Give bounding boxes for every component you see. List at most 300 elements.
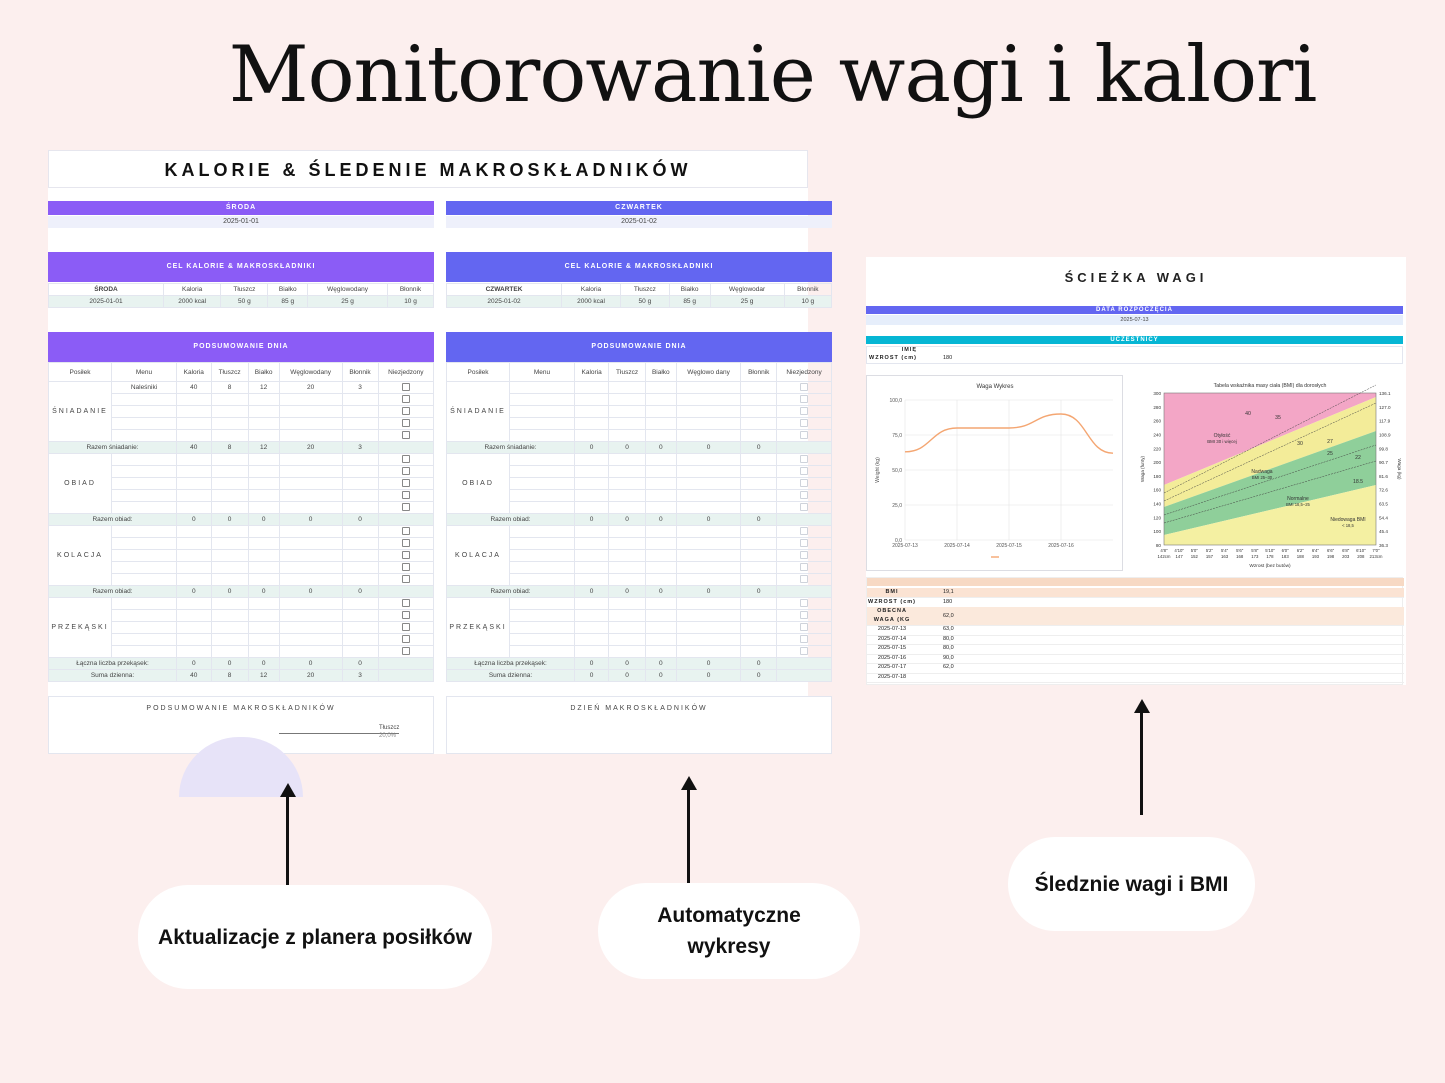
meal-menu[interactable] (510, 526, 575, 538)
meal-value-empty[interactable] (248, 550, 279, 562)
uneaten-checkbox[interactable] (800, 623, 808, 631)
meal-value[interactable] (741, 454, 777, 466)
meal-value-empty[interactable] (645, 574, 676, 586)
goal-value[interactable]: 2025-01-02 (447, 296, 562, 308)
meal-menu-empty[interactable] (112, 622, 177, 634)
uneaten-checkbox[interactable] (402, 575, 410, 583)
meal-value-empty[interactable] (211, 394, 248, 406)
goal-value[interactable]: 85 g (268, 296, 308, 308)
meal-value-empty[interactable] (609, 610, 646, 622)
meal-value-empty[interactable] (741, 490, 777, 502)
meal-value-empty[interactable] (645, 646, 676, 658)
meal-menu-empty[interactable] (112, 394, 177, 406)
meal-value[interactable] (676, 598, 741, 610)
meal-value-empty[interactable] (211, 538, 248, 550)
meal-value[interactable] (279, 598, 342, 610)
weight-value[interactable]: 90,0 (943, 654, 954, 661)
meal-value-empty[interactable] (645, 430, 676, 442)
weight-value[interactable]: 62,0 (943, 664, 954, 670)
meal-value-empty[interactable] (211, 466, 248, 478)
meal-value-empty[interactable] (211, 634, 248, 646)
meal-value-empty[interactable] (342, 478, 378, 490)
uneaten-checkbox[interactable] (800, 491, 808, 499)
meal-value-empty[interactable] (342, 646, 378, 658)
meal-value-empty[interactable] (676, 622, 741, 634)
uneaten-checkbox[interactable] (402, 623, 410, 631)
meal-menu-empty[interactable] (112, 430, 177, 442)
meal-value-empty[interactable] (177, 634, 212, 646)
meal-value-empty[interactable] (248, 538, 279, 550)
meal-value[interactable] (676, 454, 741, 466)
meal-value-empty[interactable] (741, 562, 777, 574)
meal-value-empty[interactable] (676, 562, 741, 574)
meal-menu[interactable] (510, 598, 575, 610)
uneaten-checkbox[interactable] (800, 551, 808, 559)
meal-value[interactable] (211, 598, 248, 610)
meal-value-empty[interactable] (248, 622, 279, 634)
uneaten-checkbox[interactable] (800, 647, 808, 655)
meal-value-empty[interactable] (342, 538, 378, 550)
uneaten-checkbox[interactable] (402, 419, 410, 427)
meal-menu[interactable] (510, 382, 575, 394)
meal-value-empty[interactable] (177, 646, 212, 658)
meal-value-empty[interactable] (177, 502, 212, 514)
meal-value-empty[interactable] (248, 562, 279, 574)
goal-value[interactable]: 2000 kcal (164, 296, 221, 308)
meal-value-empty[interactable] (177, 418, 212, 430)
meal-value-empty[interactable] (645, 394, 676, 406)
meal-value-empty[interactable] (609, 634, 646, 646)
meal-value-empty[interactable] (609, 574, 646, 586)
meal-value[interactable] (211, 454, 248, 466)
meal-value-empty[interactable] (645, 562, 676, 574)
meal-value-empty[interactable] (279, 490, 342, 502)
meal-value-empty[interactable] (676, 406, 741, 418)
meal-value-empty[interactable] (609, 478, 646, 490)
meal-value-empty[interactable] (211, 574, 248, 586)
meal-value-empty[interactable] (645, 538, 676, 550)
meal-value[interactable] (676, 382, 741, 394)
meal-menu-empty[interactable] (112, 634, 177, 646)
meal-menu-empty[interactable] (112, 406, 177, 418)
meal-value-empty[interactable] (342, 634, 378, 646)
meal-value[interactable] (248, 526, 279, 538)
meal-value-empty[interactable] (248, 646, 279, 658)
meal-value-empty[interactable] (575, 646, 609, 658)
uneaten-checkbox[interactable] (402, 551, 410, 559)
meal-value-empty[interactable] (609, 394, 646, 406)
meal-value-empty[interactable] (279, 634, 342, 646)
meal-value-empty[interactable] (248, 466, 279, 478)
goal-value[interactable]: 50 g (621, 296, 670, 308)
meal-value-empty[interactable] (248, 430, 279, 442)
meal-value-empty[interactable] (645, 502, 676, 514)
meal-menu-empty[interactable] (112, 562, 177, 574)
meal-value-empty[interactable] (211, 646, 248, 658)
uneaten-checkbox[interactable] (402, 467, 410, 475)
meal-value-empty[interactable] (741, 502, 777, 514)
meal-value[interactable] (177, 526, 212, 538)
meal-value-empty[interactable] (279, 574, 342, 586)
meal-value-empty[interactable] (177, 562, 212, 574)
meal-value-empty[interactable] (211, 418, 248, 430)
meal-value-empty[interactable] (741, 478, 777, 490)
meal-value-empty[interactable] (211, 610, 248, 622)
meal-value-empty[interactable] (342, 550, 378, 562)
meal-value-empty[interactable] (609, 646, 646, 658)
meal-value-empty[interactable] (342, 406, 378, 418)
meal-value-empty[interactable] (279, 538, 342, 550)
meal-value-empty[interactable] (741, 622, 777, 634)
uneaten-checkbox[interactable] (402, 431, 410, 439)
uneaten-checkbox[interactable] (800, 407, 808, 415)
meal-value-empty[interactable] (645, 478, 676, 490)
meal-value-empty[interactable] (177, 430, 212, 442)
meal-value-empty[interactable] (211, 406, 248, 418)
meal-menu-empty[interactable] (510, 610, 575, 622)
meal-value-empty[interactable] (177, 550, 212, 562)
meal-value-empty[interactable] (248, 634, 279, 646)
meal-menu-empty[interactable] (510, 538, 575, 550)
meal-menu-empty[interactable] (510, 418, 575, 430)
uneaten-checkbox[interactable] (402, 563, 410, 571)
meal-value-empty[interactable] (211, 622, 248, 634)
meal-menu-empty[interactable] (112, 610, 177, 622)
height-value[interactable]: 180 (943, 355, 953, 361)
meal-value[interactable] (279, 454, 342, 466)
meal-menu-empty[interactable] (112, 646, 177, 658)
meal-value[interactable] (645, 454, 676, 466)
meal-value-empty[interactable] (279, 478, 342, 490)
meal-value-empty[interactable] (248, 490, 279, 502)
bmi-row-value[interactable]: 62,0 (943, 613, 954, 619)
meal-value-empty[interactable] (575, 574, 609, 586)
meal-value[interactable] (645, 526, 676, 538)
meal-value-empty[interactable] (177, 538, 212, 550)
meal-value-empty[interactable] (676, 430, 741, 442)
meal-value-empty[interactable] (645, 490, 676, 502)
uneaten-checkbox[interactable] (800, 479, 808, 487)
uneaten-checkbox[interactable] (800, 503, 808, 511)
bmi-row-value[interactable]: 180 (943, 599, 953, 605)
uneaten-checkbox[interactable] (800, 635, 808, 643)
meal-menu-empty[interactable] (112, 418, 177, 430)
meal-value-empty[interactable] (211, 478, 248, 490)
meal-value[interactable]: 8 (211, 382, 248, 394)
meal-value-empty[interactable] (248, 478, 279, 490)
meal-value-empty[interactable] (676, 478, 741, 490)
uneaten-checkbox[interactable] (402, 503, 410, 511)
meal-value-empty[interactable] (342, 610, 378, 622)
meal-value[interactable] (645, 382, 676, 394)
meal-value-empty[interactable] (609, 430, 646, 442)
meal-value-empty[interactable] (676, 550, 741, 562)
meal-value-empty[interactable] (342, 430, 378, 442)
meal-menu[interactable] (510, 454, 575, 466)
meal-value-empty[interactable] (741, 574, 777, 586)
meal-value-empty[interactable] (279, 394, 342, 406)
meal-value-empty[interactable] (279, 646, 342, 658)
meal-value-empty[interactable] (741, 466, 777, 478)
meal-value-empty[interactable] (741, 646, 777, 658)
meal-value[interactable] (609, 526, 646, 538)
meal-menu[interactable] (112, 526, 177, 538)
meal-value-empty[interactable] (177, 406, 212, 418)
uneaten-checkbox[interactable] (800, 611, 808, 619)
meal-value-empty[interactable] (342, 562, 378, 574)
meal-value-empty[interactable] (342, 418, 378, 430)
meal-menu-empty[interactable] (510, 634, 575, 646)
meal-menu-empty[interactable] (112, 574, 177, 586)
meal-menu-empty[interactable] (112, 466, 177, 478)
meal-value-empty[interactable] (676, 574, 741, 586)
meal-value-empty[interactable] (342, 466, 378, 478)
meal-value[interactable] (177, 454, 212, 466)
meal-value-empty[interactable] (248, 502, 279, 514)
meal-value-empty[interactable] (676, 646, 741, 658)
meal-value-empty[interactable] (676, 394, 741, 406)
weight-value[interactable]: 80,0 (943, 645, 954, 651)
meal-value-empty[interactable] (575, 634, 609, 646)
meal-value[interactable] (645, 598, 676, 610)
meal-value[interactable] (342, 526, 378, 538)
meal-value-empty[interactable] (645, 634, 676, 646)
meal-menu[interactable]: Naleśniki (112, 382, 177, 394)
meal-menu-empty[interactable] (510, 574, 575, 586)
meal-value-empty[interactable] (676, 490, 741, 502)
meal-menu-empty[interactable] (112, 478, 177, 490)
uneaten-checkbox[interactable] (800, 455, 808, 463)
meal-value-empty[interactable] (177, 478, 212, 490)
uneaten-checkbox[interactable] (402, 383, 410, 391)
meal-value[interactable] (211, 526, 248, 538)
meal-value-empty[interactable] (248, 394, 279, 406)
day-date[interactable]: 2025-01-01 (48, 216, 434, 228)
meal-value[interactable] (741, 382, 777, 394)
meal-value[interactable] (342, 598, 378, 610)
meal-value-empty[interactable] (676, 418, 741, 430)
goal-value[interactable]: 25 g (710, 296, 784, 308)
meal-value[interactable] (741, 526, 777, 538)
meal-value-empty[interactable] (342, 502, 378, 514)
meal-value-empty[interactable] (741, 538, 777, 550)
meal-value-empty[interactable] (177, 622, 212, 634)
meal-value-empty[interactable] (741, 634, 777, 646)
meal-menu-empty[interactable] (510, 430, 575, 442)
meal-value-empty[interactable] (575, 538, 609, 550)
meal-value-empty[interactable] (279, 430, 342, 442)
meal-value-empty[interactable] (676, 634, 741, 646)
meal-value-empty[interactable] (342, 574, 378, 586)
uneaten-checkbox[interactable] (402, 407, 410, 415)
meal-value-empty[interactable] (645, 418, 676, 430)
meal-value-empty[interactable] (575, 622, 609, 634)
goal-value[interactable]: 10 g (784, 296, 831, 308)
uneaten-checkbox[interactable] (402, 611, 410, 619)
meal-value-empty[interactable] (645, 550, 676, 562)
meal-value-empty[interactable] (177, 574, 212, 586)
meal-value-empty[interactable] (248, 574, 279, 586)
meal-value-empty[interactable] (575, 478, 609, 490)
weight-value[interactable]: 63,0 (943, 626, 954, 632)
meal-menu-empty[interactable] (510, 466, 575, 478)
meal-value[interactable] (575, 382, 609, 394)
uneaten-checkbox[interactable] (800, 527, 808, 535)
meal-value-empty[interactable] (575, 490, 609, 502)
meal-menu-empty[interactable] (112, 538, 177, 550)
meal-value[interactable] (609, 454, 646, 466)
meal-value[interactable] (575, 526, 609, 538)
uneaten-checkbox[interactable] (800, 395, 808, 403)
meal-value[interactable] (279, 526, 342, 538)
meal-value-empty[interactable] (741, 406, 777, 418)
meal-menu[interactable] (112, 598, 177, 610)
uneaten-checkbox[interactable] (800, 563, 808, 571)
uneaten-checkbox[interactable] (402, 527, 410, 535)
meal-value-empty[interactable] (211, 430, 248, 442)
meal-value[interactable] (177, 598, 212, 610)
meal-menu-empty[interactable] (510, 394, 575, 406)
meal-value-empty[interactable] (645, 622, 676, 634)
meal-value-empty[interactable] (741, 394, 777, 406)
meal-value-empty[interactable] (609, 406, 646, 418)
meal-value[interactable] (342, 454, 378, 466)
meal-value-empty[interactable] (342, 622, 378, 634)
meal-value-empty[interactable] (609, 622, 646, 634)
meal-value[interactable]: 3 (342, 382, 378, 394)
goal-value[interactable]: 85 g (669, 296, 710, 308)
uneaten-checkbox[interactable] (402, 395, 410, 403)
goal-value[interactable]: 50 g (221, 296, 268, 308)
meal-value-empty[interactable] (211, 502, 248, 514)
meal-value[interactable] (575, 454, 609, 466)
meal-menu-empty[interactable] (112, 490, 177, 502)
meal-value-empty[interactable] (575, 418, 609, 430)
meal-value-empty[interactable] (279, 550, 342, 562)
meal-value[interactable]: 12 (248, 382, 279, 394)
uneaten-checkbox[interactable] (402, 599, 410, 607)
meal-value-empty[interactable] (575, 466, 609, 478)
meal-value-empty[interactable] (279, 466, 342, 478)
meal-value[interactable] (248, 598, 279, 610)
meal-value-empty[interactable] (575, 550, 609, 562)
uneaten-checkbox[interactable] (402, 491, 410, 499)
meal-value-empty[interactable] (248, 418, 279, 430)
meal-value[interactable] (575, 598, 609, 610)
meal-value-empty[interactable] (279, 418, 342, 430)
meal-value-empty[interactable] (609, 538, 646, 550)
start-date-value[interactable]: 2025-07-13 (866, 315, 1403, 325)
uneaten-checkbox[interactable] (800, 419, 808, 427)
meal-value-empty[interactable] (645, 406, 676, 418)
meal-menu-empty[interactable] (112, 550, 177, 562)
meal-value-empty[interactable] (279, 562, 342, 574)
meal-value-empty[interactable] (575, 610, 609, 622)
meal-value[interactable]: 20 (279, 382, 342, 394)
uneaten-checkbox[interactable] (402, 647, 410, 655)
day-date[interactable]: 2025-01-02 (446, 216, 832, 228)
meal-value-empty[interactable] (211, 550, 248, 562)
meal-menu-empty[interactable] (510, 622, 575, 634)
meal-value-empty[interactable] (177, 394, 212, 406)
meal-value-empty[interactable] (342, 394, 378, 406)
meal-value-empty[interactable] (609, 550, 646, 562)
meal-value-empty[interactable] (342, 490, 378, 502)
meal-value[interactable] (609, 598, 646, 610)
meal-value-empty[interactable] (645, 610, 676, 622)
meal-value-empty[interactable] (575, 562, 609, 574)
meal-menu-empty[interactable] (510, 502, 575, 514)
meal-value-empty[interactable] (609, 490, 646, 502)
uneaten-checkbox[interactable] (402, 455, 410, 463)
meal-value-empty[interactable] (575, 394, 609, 406)
meal-value-empty[interactable] (609, 502, 646, 514)
meal-menu-empty[interactable] (510, 550, 575, 562)
meal-value-empty[interactable] (248, 610, 279, 622)
goal-value[interactable]: 2000 kcal (562, 296, 621, 308)
meal-value-empty[interactable] (177, 490, 212, 502)
meal-value-empty[interactable] (676, 502, 741, 514)
meal-value-empty[interactable] (645, 466, 676, 478)
uneaten-checkbox[interactable] (800, 431, 808, 439)
meal-value-empty[interactable] (575, 430, 609, 442)
meal-menu-empty[interactable] (510, 478, 575, 490)
meal-value-empty[interactable] (211, 490, 248, 502)
meal-value-empty[interactable] (279, 622, 342, 634)
uneaten-checkbox[interactable] (402, 479, 410, 487)
meal-value-empty[interactable] (741, 550, 777, 562)
weight-value[interactable]: 80,0 (943, 635, 954, 642)
goal-value[interactable]: 2025-01-01 (49, 296, 164, 308)
meal-value-empty[interactable] (609, 466, 646, 478)
uneaten-checkbox[interactable] (402, 539, 410, 547)
meal-menu-empty[interactable] (510, 646, 575, 658)
meal-value-empty[interactable] (676, 466, 741, 478)
meal-menu-empty[interactable] (112, 502, 177, 514)
meal-value-empty[interactable] (676, 538, 741, 550)
bmi-row-value[interactable]: 19,1 (943, 589, 954, 595)
meal-value-empty[interactable] (279, 406, 342, 418)
meal-value[interactable] (741, 598, 777, 610)
goal-value[interactable]: 10 g (388, 296, 434, 308)
meal-value-empty[interactable] (741, 430, 777, 442)
meal-value[interactable] (609, 382, 646, 394)
uneaten-checkbox[interactable] (800, 539, 808, 547)
uneaten-checkbox[interactable] (800, 383, 808, 391)
meal-value-empty[interactable] (177, 466, 212, 478)
meal-value-empty[interactable] (609, 418, 646, 430)
meal-value-empty[interactable] (741, 418, 777, 430)
meal-value-empty[interactable] (575, 502, 609, 514)
uneaten-checkbox[interactable] (800, 575, 808, 583)
meal-value-empty[interactable] (177, 610, 212, 622)
goal-value[interactable]: 25 g (308, 296, 388, 308)
meal-value-empty[interactable] (279, 610, 342, 622)
meal-menu-empty[interactable] (510, 406, 575, 418)
meal-value-empty[interactable] (676, 610, 741, 622)
meal-value-empty[interactable] (211, 562, 248, 574)
meal-value-empty[interactable] (279, 502, 342, 514)
meal-value-empty[interactable] (575, 406, 609, 418)
uneaten-checkbox[interactable] (800, 599, 808, 607)
meal-value-empty[interactable] (248, 406, 279, 418)
meal-value[interactable] (248, 454, 279, 466)
meal-menu[interactable] (112, 454, 177, 466)
uneaten-checkbox[interactable] (402, 635, 410, 643)
uneaten-checkbox[interactable] (800, 467, 808, 475)
meal-value[interactable] (676, 526, 741, 538)
meal-menu-empty[interactable] (510, 490, 575, 502)
